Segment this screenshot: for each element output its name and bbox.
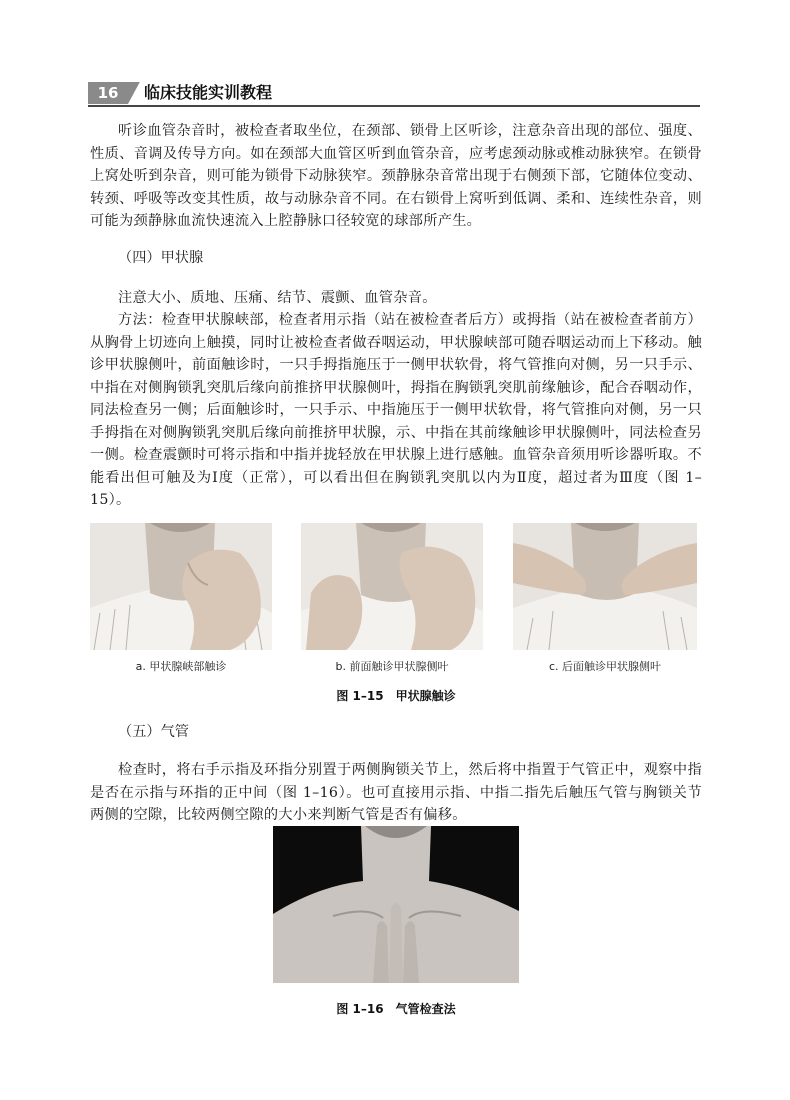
caption-a: a. 甲状腺峡部触诊 [135, 660, 227, 673]
figure-title-1-16: 图 1–16 气管检查法 [336, 1002, 456, 1016]
figure-title-1-15: 图 1–15 甲状腺触诊 [336, 689, 456, 703]
book-title: 临床技能实训教程 [144, 83, 273, 102]
caption-b: b. 前面触诊甲状腺侧叶 [335, 660, 449, 673]
running-header [88, 82, 700, 106]
photo-back-lobe-palpation [513, 523, 697, 650]
section-heading-trachea: （五）气管 [118, 724, 189, 740]
paragraph-thyroid-method: 方法：检查甲状腺峡部，检查者用示指（站在被检查者后方）或拇指（站在被检查者前方）从胸骨上切迹向上触摸，同时让被检查者做吞咽运动，甲状腺峡部可随吞咽运动而上下移动。触诊甲状腺侧叶，前面触诊时，一只手拇指施压于一侧甲状软骨，将气管推向对侧，另一只手示、中指在对侧胸锁乳突肌后缘向前推挤甲状腺侧叶，拇指在胸锁乳突肌前缘触诊，配合吞咽动作，同法检查另一侧；后面触诊时，一只手示、中指施压于一侧甲状软骨，将气管推向对侧，另一只手拇指在对侧胸锁乳突肌后缘向前推挤甲状腺，示、中指在其前缘触诊甲状腺侧叶，同法检查另一侧。检查震颤时可将示指和中指并拢轻放在甲状腺上进行感触。血管杂音须用听诊器听取。不能看出但可触及为Ⅰ度（正常），可以看出但在胸锁乳突肌以内为Ⅱ度，超过者为Ⅲ度（图 1–15）。 [90, 312, 702, 508]
paragraph-thyroid-notes: 注意大小、质地、压痛、结节、震颤、血管杂音。 [118, 290, 437, 306]
paragraph-vascular-murmur: 听诊血管杂音时，被检查者取坐位，在颈部、锁骨上区听诊，注意杂音出现的部位、强度、性质、音调及传导方向。如在颈部大血管区听到血管杂音，应考虑颈动脉或椎动脉狭窄。在锁骨上窝处听到杂音，则可能为锁骨下动脉狭窄。颈静脉杂音常出现于右侧颈下部，它随体位变动、转颈、呼吸等改变其性质，故与动脉杂音不同。在右锁骨上窝听到低调、柔和、连续性杂音，则可能为颈静脉血流快速流入上腔静脉口径较宽的球部所产生。 [90, 123, 702, 229]
paragraph-trachea-method: 检查时，将右手示指及环指分别置于两侧胸锁关节上，然后将中指置于气管正中，观察中指是否在示指与环指的正中间（图 1–16）。也可直接用示指、中指二指先后触压气管与胸锁关节两侧的空隙，比较两侧空隙的大小来判断气管是否有偏移。 [90, 762, 702, 823]
section-heading-thyroid: （四）甲状腺 [118, 250, 204, 266]
photo-trachea-exam [273, 826, 519, 983]
header-rule [88, 105, 700, 107]
photo-thyroid-isthmus [90, 523, 272, 650]
page-number: 16 [88, 82, 128, 104]
caption-c: c. 后面触诊甲状腺侧叶 [548, 660, 662, 673]
photo-front-lobe-palpation [301, 523, 483, 650]
